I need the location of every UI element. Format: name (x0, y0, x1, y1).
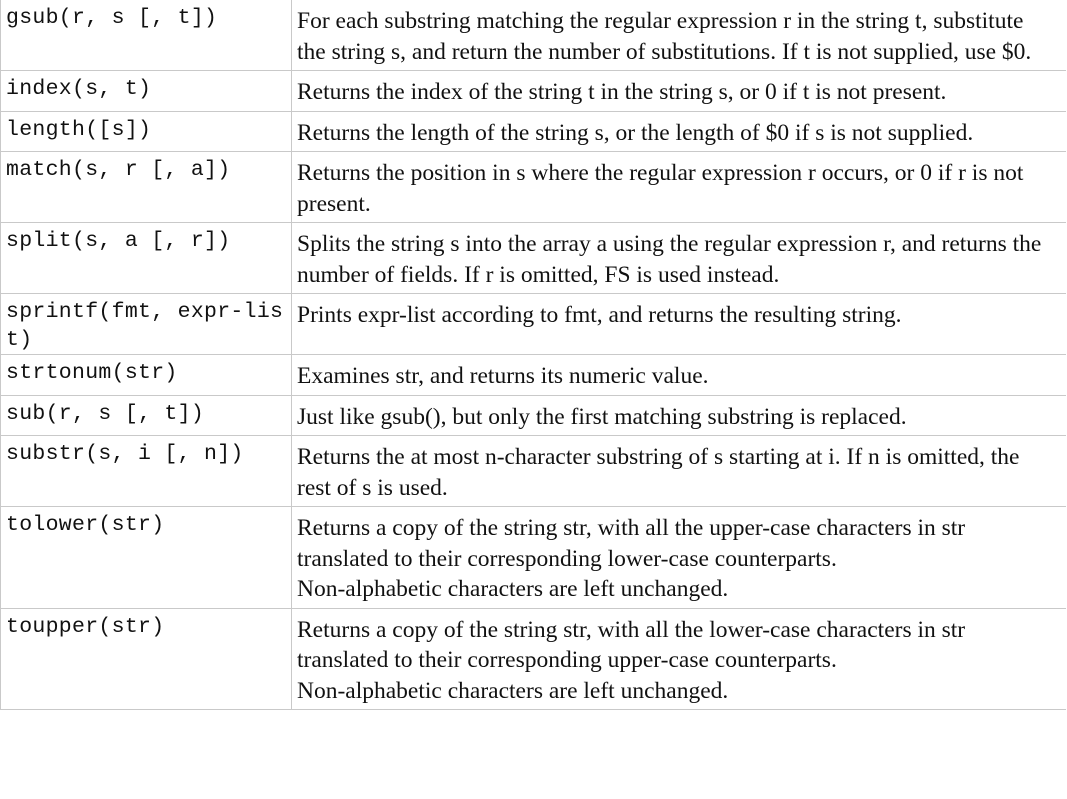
function-description-note: Non-alphabetic characters are left unchanged. (297, 677, 729, 704)
function-signature: split(s, a [, r]) (1, 223, 292, 294)
table-row (1, 223, 1066, 294)
table-row (1, 355, 1066, 396)
table-row (1, 395, 1066, 436)
table-row (1, 0, 1066, 71)
function-description: Examines str, and returns its numeric value. (292, 355, 1066, 396)
function-description (292, 608, 1066, 710)
table-row (1, 111, 1066, 152)
function-signature: index(s, t) (1, 71, 292, 112)
function-signature: sprintf(fmt, expr-list) (1, 294, 292, 355)
function-description: Returns the index of the string t in the string s, or 0 if t is not present. (292, 71, 1066, 112)
table-row (1, 507, 1066, 609)
function-description: Splits the string s into the array a using the regular expression r, and returns the number of fields. If r is omitted, FS is used instead. (292, 223, 1066, 294)
table-row (1, 436, 1066, 507)
function-description: Returns the position in s where the regular expression r occurs, or 0 if r is not present. (292, 152, 1066, 223)
table-row (1, 294, 1066, 355)
function-description-text: Returns a copy of the string str, with all the lower-case characters in str translated to their corresponding upper-case counterparts. (297, 616, 966, 673)
function-description: Returns the at most n-character substring of s starting at i. If n is omitted, the rest of s is used. (292, 436, 1066, 507)
table-row (1, 71, 1066, 112)
function-description-text: Returns a copy of the string str, with all the upper-case characters in str translated to their corresponding lower-case counterparts. (297, 515, 966, 572)
function-description: Returns the length of the string s, or the length of $0 if s is not supplied. (292, 111, 1066, 152)
table-row (1, 152, 1066, 223)
function-signature: gsub(r, s [, t]) (1, 0, 292, 71)
function-signature: length([s]) (1, 111, 292, 152)
function-signature: sub(r, s [, t]) (1, 395, 292, 436)
function-signature: tolower(str) (1, 507, 292, 609)
function-signature: match(s, r [, a]) (1, 152, 292, 223)
function-description: Prints expr-list according to fmt, and returns the resulting string. (292, 294, 1066, 355)
function-description (292, 507, 1066, 609)
table-row (1, 608, 1066, 710)
function-description-note: Non-alphabetic characters are left unchanged. (297, 576, 729, 602)
function-signature: substr(s, i [, n]) (1, 436, 292, 507)
function-description: Just like gsub(), but only the first matching substring is replaced. (292, 395, 1066, 436)
function-signature: strtonum(str) (1, 355, 292, 396)
function-description: For each substring matching the regular expression r in the string t, substitute the string s, and return the number of substitutions. If t is not supplied, use $0. (292, 0, 1066, 71)
function-signature: toupper(str) (1, 608, 292, 710)
